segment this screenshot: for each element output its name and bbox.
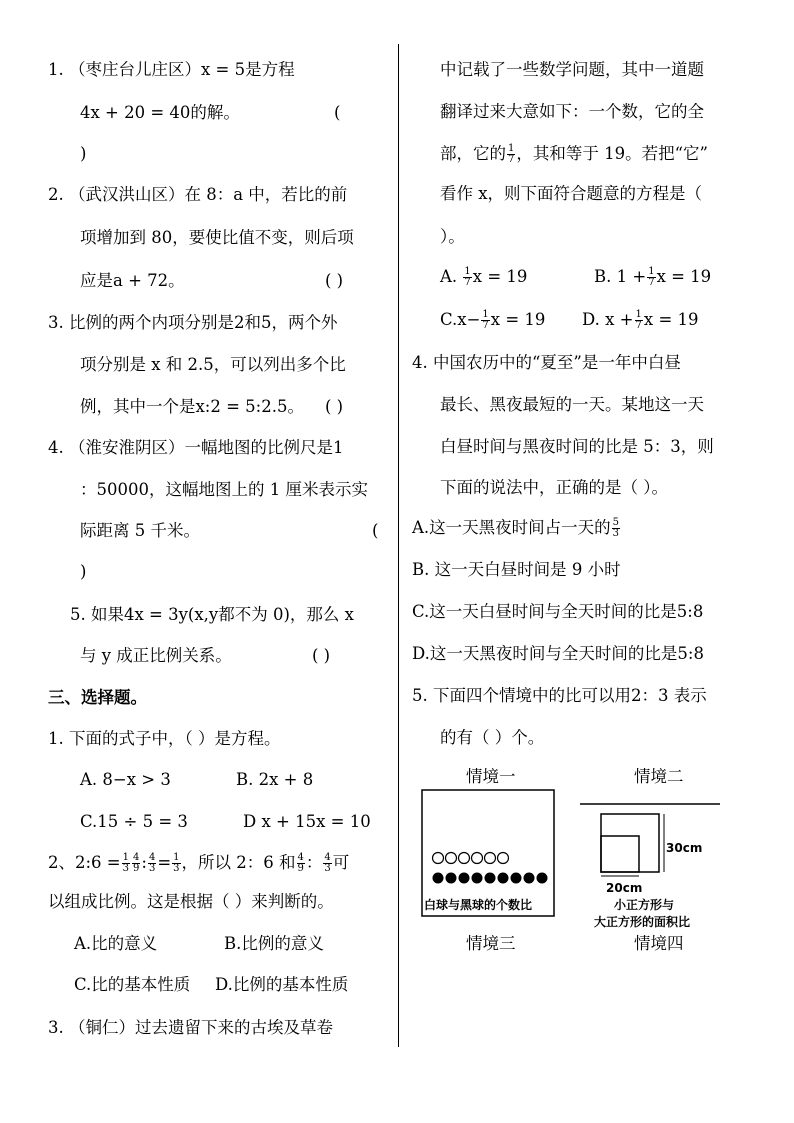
c1-option-d: D x + 15x = 10 — [243, 812, 371, 831]
white-balls — [433, 853, 509, 864]
scenario-1-title: 情境一 — [466, 767, 516, 786]
fraction: $\frac{4}{9}$ — [297, 852, 304, 874]
c4-stem-line2: 最长、黑夜最短的一天。某地这一天 — [440, 395, 704, 414]
black-ball — [459, 873, 470, 884]
q4-judge-paren-open: ( — [372, 521, 379, 540]
scenario-3-title: 情境三 — [466, 934, 516, 953]
c2-stem-line2: 以组成比例。这是根据（ ）来判断的。 — [48, 892, 334, 911]
black-ball — [446, 873, 457, 884]
q4-judge-line2: ：50000，这幅地图上的 1 厘米表示实 — [80, 480, 368, 499]
black-ball — [472, 873, 483, 884]
fraction: $\frac{4}{3}$ — [148, 852, 156, 874]
black-ball — [537, 873, 548, 884]
fraction: $\frac{1}{3}$ — [173, 852, 180, 874]
c3-stem-line4: 部，它的 $\frac{1}{7}$ ，其和等于 19。若把“它” — [440, 143, 708, 165]
c2-option-a: A.比的意义 — [74, 934, 158, 953]
q2-judge-line1: 2. （武汉洪山区）在 8：a 中，若比的前 — [48, 185, 348, 204]
section-heading-choice: 三、选择题。 — [48, 688, 147, 707]
label-30cm: 30cm — [666, 841, 703, 855]
c4-option-a: A.这一天黑夜时间占一天的 $\frac{5}{3}$ — [412, 517, 620, 539]
c3-option-b: B. 1 + $\frac{1}{7}$ x = 19 — [594, 266, 712, 288]
black-ball — [485, 873, 496, 884]
q1-judge-line2: 4x + 20 = 40的解。 — [80, 103, 240, 122]
c1-stem: 1. 下面的式子中，（ ）是方程。 — [48, 729, 281, 748]
q4-judge-paren-close: ) — [80, 562, 87, 581]
c1-option-a: A. 8−x > 3 — [80, 770, 171, 789]
c2-text-pre: 2、2:6 = — [48, 853, 121, 872]
scenario-squares-caption-2: 大正方形的面积比 — [594, 915, 691, 929]
label-20cm: 20cm — [606, 881, 643, 895]
q2-judge-paren: ( ) — [325, 271, 344, 290]
white-ball — [433, 853, 444, 864]
c2-stem-line1: 2、2:6 = $\frac{1}{3}$ $\frac{4}{9}$ : $\frac{4}{3}$ = $\frac{1}{3}$ ，所以 2：6 和 $\frac{4}{9}$ ： $\frac{4}{3}$ 可 — [48, 852, 350, 874]
black-ball — [498, 873, 509, 884]
fraction: $\frac{4}{3}$ — [324, 852, 331, 874]
q3-judge-line1: 3. 比例的两个内项分别是2和5，两个外 — [48, 313, 338, 332]
c1-option-b: B. 2x + 8 — [236, 770, 314, 789]
c3-option-c: C.x− $\frac{1}{7}$ x = 19 — [440, 309, 546, 331]
q5-judge-paren: ( ) — [312, 646, 331, 665]
c2-text-end: 可 — [332, 853, 350, 872]
fraction: $\frac{4}{9}$ — [133, 852, 140, 874]
c5-stem-line2: 的有（ ）个。 — [440, 728, 545, 747]
scenario-4-title: 情境四 — [634, 934, 684, 953]
column-divider — [398, 44, 399, 1047]
c3-stem-line3: 翻译过来大意如下：一个数，它的全 — [440, 102, 704, 121]
black-ball — [524, 873, 535, 884]
c3-stem-line2: 中记载了一些数学问题，其中一道题 — [440, 60, 704, 79]
q4-judge-line3: 际距离 5 千米。 — [80, 521, 200, 540]
scenario-balls-caption: 白球与黑球的个数比 — [424, 898, 533, 912]
c2-option-d: D.比例的基本性质 — [215, 975, 349, 994]
white-ball — [446, 853, 457, 864]
c2-option-b: B.比例的意义 — [224, 934, 324, 953]
c3-stem-line1: 3. （铜仁）过去遗留下来的古埃及草卷 — [48, 1018, 333, 1037]
c4-option-d: D.这一天黑夜时间与全天时间的比是5:8 — [412, 644, 704, 663]
q3-judge-line3: 例，其中一个是x:2 = 5:2.5。 — [80, 397, 304, 416]
q1-judge-paren-close: ) — [80, 144, 87, 163]
c4-stem-line3: 白昼时间与黑夜时间的比是 5：3，则 — [440, 437, 714, 456]
q2-judge-line2: 项增加到 80，要使比值不变，则后项 — [80, 228, 354, 247]
q5-judge-line2: 与 y 成正比例关系。 — [80, 646, 232, 665]
q1-judge-line1: 1. （枣庄台儿庄区）x = 5是方程 — [48, 60, 295, 79]
c3-option-a: A. $\frac{1}{7}$ x = 19 — [440, 266, 528, 288]
c2-text-mid: ，所以 2：6 和 — [181, 853, 296, 872]
fraction: $\frac{1}{3}$ — [122, 852, 129, 874]
white-ball — [472, 853, 483, 864]
c3-stem-line6: ）。 — [440, 227, 465, 246]
q1-judge-paren-open: ( — [334, 103, 341, 122]
white-ball — [485, 853, 496, 864]
q3-judge-line2: 项分别是 x 和 2.5，可以列出多个比 — [80, 355, 346, 374]
fraction: $\frac{1}{7}$ — [508, 143, 515, 165]
black-balls — [433, 873, 548, 884]
scenario-squares-caption-1: 小正方形与 — [614, 898, 675, 912]
q5-judge-line1: 5. 如果4x = 3y(x,y都不为 0)，那么 x — [70, 605, 354, 624]
c2-option-c: C.比的基本性质 — [74, 975, 191, 994]
c5-stem-line1: 5. 下面四个情境中的比可以用2：3 表示 — [412, 686, 707, 705]
c4-stem-line4: 下面的说法中，正确的是（ ）。 — [440, 478, 668, 497]
c1-option-c: C.15 ÷ 5 = 3 — [80, 812, 188, 831]
q4-judge-line1: 4. （淮安淮阴区）一幅地图的比例尺是1 — [48, 438, 344, 457]
c4-stem-line1: 4. 中国农历中的“夏至”是一年中白昼 — [412, 353, 681, 372]
q2-judge-line3: 应是a + 72。 — [80, 271, 185, 290]
c4-option-c: C.这一天白昼时间与全天时间的比是5:8 — [412, 602, 704, 621]
scenario-2-title: 情境二 — [634, 767, 684, 786]
c3-option-d: D. x + $\frac{1}{7}$ x = 19 — [582, 309, 699, 331]
white-ball — [459, 853, 470, 864]
q3-judge-paren: ( ) — [325, 397, 344, 416]
black-ball — [433, 873, 444, 884]
c3-stem-line5: 看作 x，则下面符合题意的方程是（ — [440, 184, 703, 203]
black-ball — [511, 873, 522, 884]
white-ball — [498, 853, 509, 864]
c4-option-b: B. 这一天白昼时间是 9 小时 — [412, 560, 621, 579]
